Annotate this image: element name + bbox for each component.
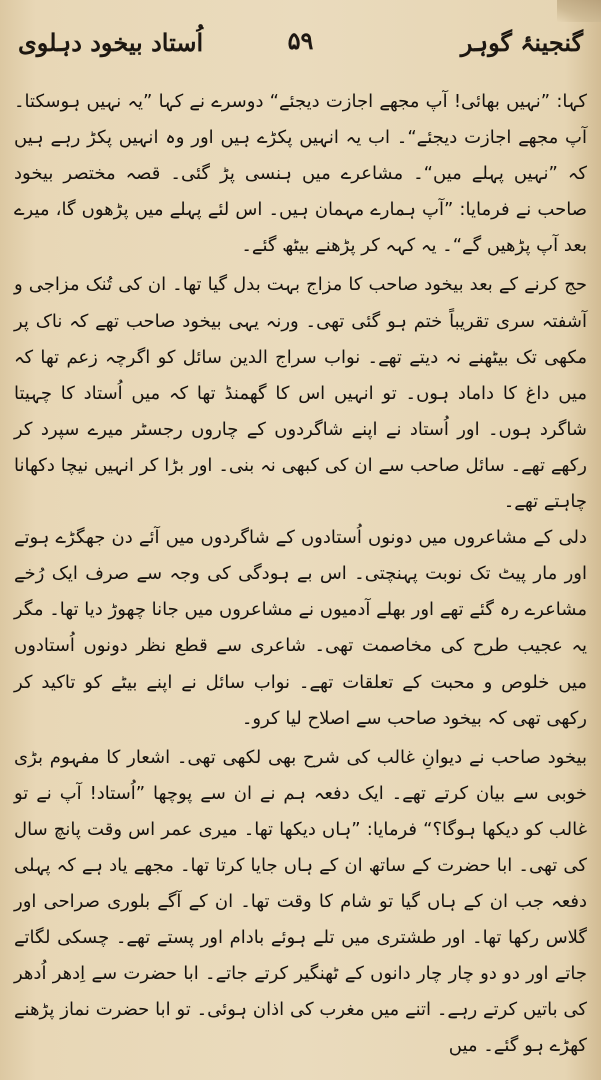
book-title: گنجینۂ گوہر [460, 28, 583, 57]
paragraph-1: کہا: ”نہیں بھائی! آپ مجھے اجازت دیجئے“ دوسرے نے کہا ”یہ نہیں ہوسکتا۔ آپ مجھے اجازت دیجئے“۔ اب یہ انہیں پکڑے ہیں اور وہ انہیں پکڑ رہے ہیں کہ ”نہیں پہلے میں“۔ مشاعرے میں ہنسی پڑ گئی۔ قصہ مختصر بیخود صاحب نے فرمایا: ”آپ ہمارے مہمان ہیں۔ اس لئے پہلے میں پڑھوں گا، میرے بعد آپ پڑھیں گے“۔ یہ کہہ کر پڑھنے بیٹھ گئے۔ [14, 91, 587, 257]
page-number: ۵۹ [287, 26, 314, 55]
paragraph-4: بیخود صاحب نے دیوانِ غالب کی شرح بھی لکھی تھی۔ اشعار کا مفہوم بڑی خوبی سے بیان کرتے تھے۔ ایک دفعہ ہم نے ان سے پوچھا ”اُستاد! آپ نے تو غالب کو دیکھا ہوگا؟“ فرمایا: ”ہاں دیکھا تھا۔ میری عمر اس وقت پانچ سال کی تھی۔ ابا حضرت کے ساتھ ان کے ہاں جایا کرتا تھا۔ مجھے یاد ہے کہ پہلی دفعہ جب ان کے ہاں گیا تو شام کا وقت تھا۔ ان کے آگے بلوری صراحی اور گلاس رکھا تھا۔ اور طشتری میں تلے ہوئے بادام اور پستے تھے۔ چسکی لگاتے جاتے اور دو دو چار چار دانوں کے ٹھنگیر کرتے جاتے۔ ابا حضرت سے اِدھر اُدھر کی باتیں کرتے رہے۔ اتنے میں مغرب کی اذان ہوئی۔ تو ابا حضرت نماز پڑھنے کھڑے ہو گئے۔ میں [14, 746, 587, 1057]
page-body [14, 84, 587, 1068]
page-header [18, 26, 583, 60]
paragraph-3: دلی کے مشاعروں میں دونوں اُستادوں کے شاگردوں میں آئے دن جھگڑے ہوتے اور مار پیٹ تک نوبت پہنچتی۔ اس بے ہودگی کی وجہ سے صرف ایک رُخے مشاعرے رہ گئے تھے اور بھلے آدمیوں نے مشاعروں میں جانا چھوڑ دیا تھا۔ مگر یہ عجیب طرح کی مخاصمت تھی۔ شاعری سے قطع نظر دونوں اُستادوں میں خلوص و محبت کے تعلقات تھے۔ نواب سائل نے اپنے بیٹے کو تاکید کر رکھی تھی کہ بیخود صاحب سے اصلاح لیا کرو۔ [14, 527, 587, 729]
chapter-title: اُستاد بیخود دہلوی [18, 28, 204, 57]
paragraph-2: حج کرنے کے بعد بیخود صاحب کا مزاج بہت بدل گیا تھا۔ ان کی تُنک مزاجی و آشفتہ سری تقریباً ختم ہو گئی تھی۔ ورنہ یہی بیخود صاحب تھے کہ ناک پر مکھی تک بیٹھنے نہ دیتے تھے۔ نواب سراج الدین سائل کو اگرچہ زعم تھا کہ میں داغ کا داماد ہوں۔ تو انہیں اس کا گھمنڈ تھا کہ میں اُستاد کا چہیتا شاگرد ہوں۔ اور اُستاد نے اپنے شاگردوں کے چاروں رجسٹر میرے سپرد کر رکھے تھے۔ سائل صاحب سے ان کی کبھی نہ بنی۔ اور بڑا کر انہیں نیچا دکھانا چاہتے تھے۔ [14, 274, 587, 513]
page-fold-corner [557, 0, 601, 22]
